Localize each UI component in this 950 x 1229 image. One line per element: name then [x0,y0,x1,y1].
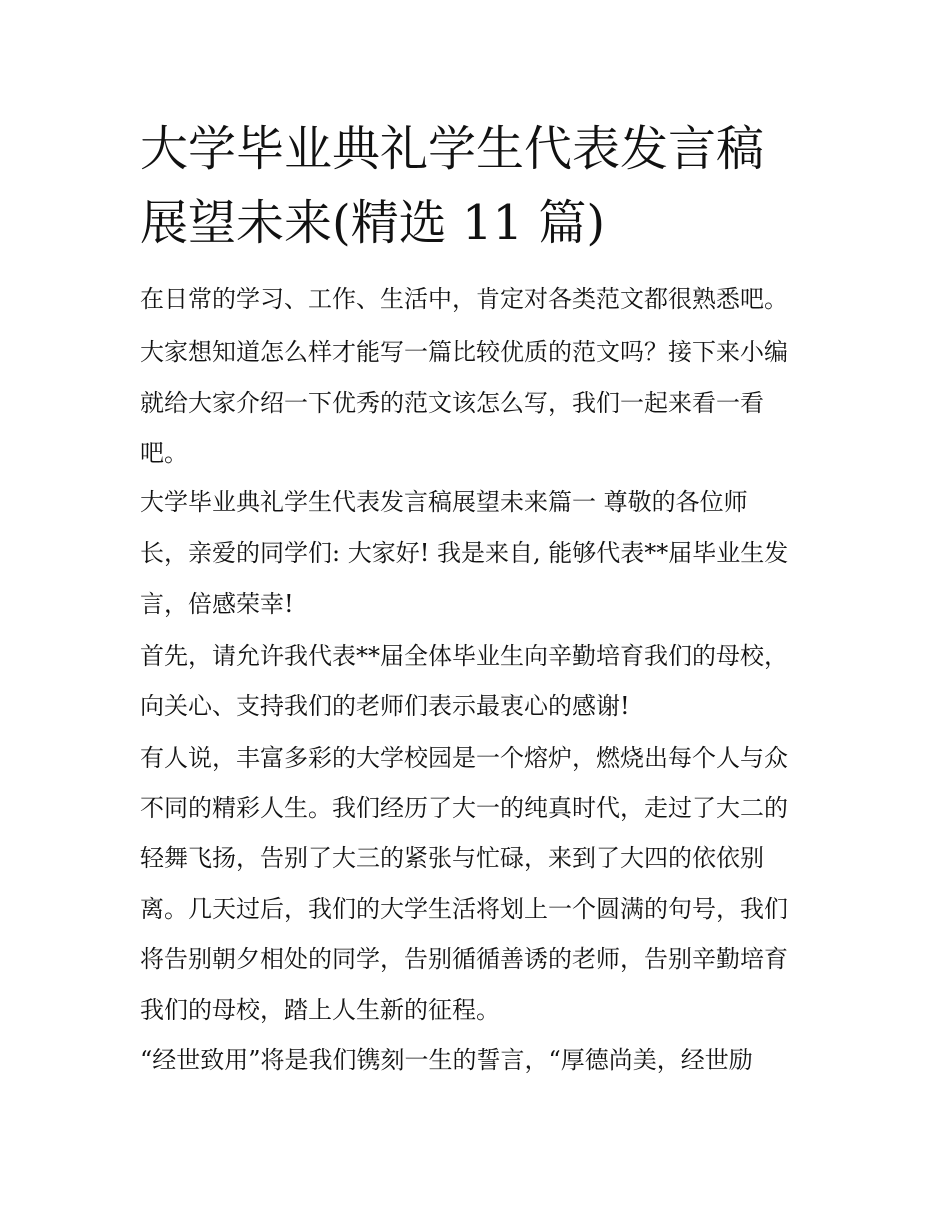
body-line: 有人说，丰富多彩的大学校园是一个熔炉，燃烧出每个人与众 [140,744,788,772]
body-line: 轻舞飞扬，告别了大三的紧张与忙碌，来到了大四的依依别 [140,844,764,872]
body-line: 大学毕业典礼学生代表发言稿展望未来篇一 尊敬的各位师 [140,488,748,516]
body-line: 言，倍感荣幸! [140,590,294,618]
body-line: 离。几天过后，我们的大学生活将划上一个圆满的句号，我们 [140,895,788,923]
body-line: 吧。 [140,439,188,467]
document-title [140,112,830,260]
body-line: “经世致用”将是我们镌刻一生的誓言，“厚德尚美，经世励 [140,1046,753,1074]
body-line: 向关心、支持我们的老师们表示最衷心的感谢! [140,692,630,720]
body-line: 首先，请允许我代表**届全体毕业生向辛勤培育我们的母校， [140,642,788,670]
body-line: 不同的精彩人生。我们经历了大一的纯真时代，走过了大二的 [140,794,788,822]
body-line: 将告别朝夕相处的同学，告别循循善诱的老师，告别辛勤培育 [140,945,788,973]
title-line-1: 大学毕业典礼学生代表发言稿 [140,121,765,177]
body-line: 大家想知道怎么样才能写一篇比较优质的范文吗？接下来小编 [140,338,788,366]
title-line-2: 展望未来(精选 11 篇) [140,195,606,251]
body-line: 我们的母校，踏上人生新的征程。 [140,996,500,1024]
body-line: 在日常的学习、工作、生活中，肯定对各类范文都很熟悉吧。 [140,285,788,313]
body-line: 长，亲爱的同学们: 大家好! 我是来自, 能够代表**届毕业生发 [140,539,789,567]
body-line: 就给大家介绍一下优秀的范文该怎么写，我们一起来看一看 [140,389,764,417]
